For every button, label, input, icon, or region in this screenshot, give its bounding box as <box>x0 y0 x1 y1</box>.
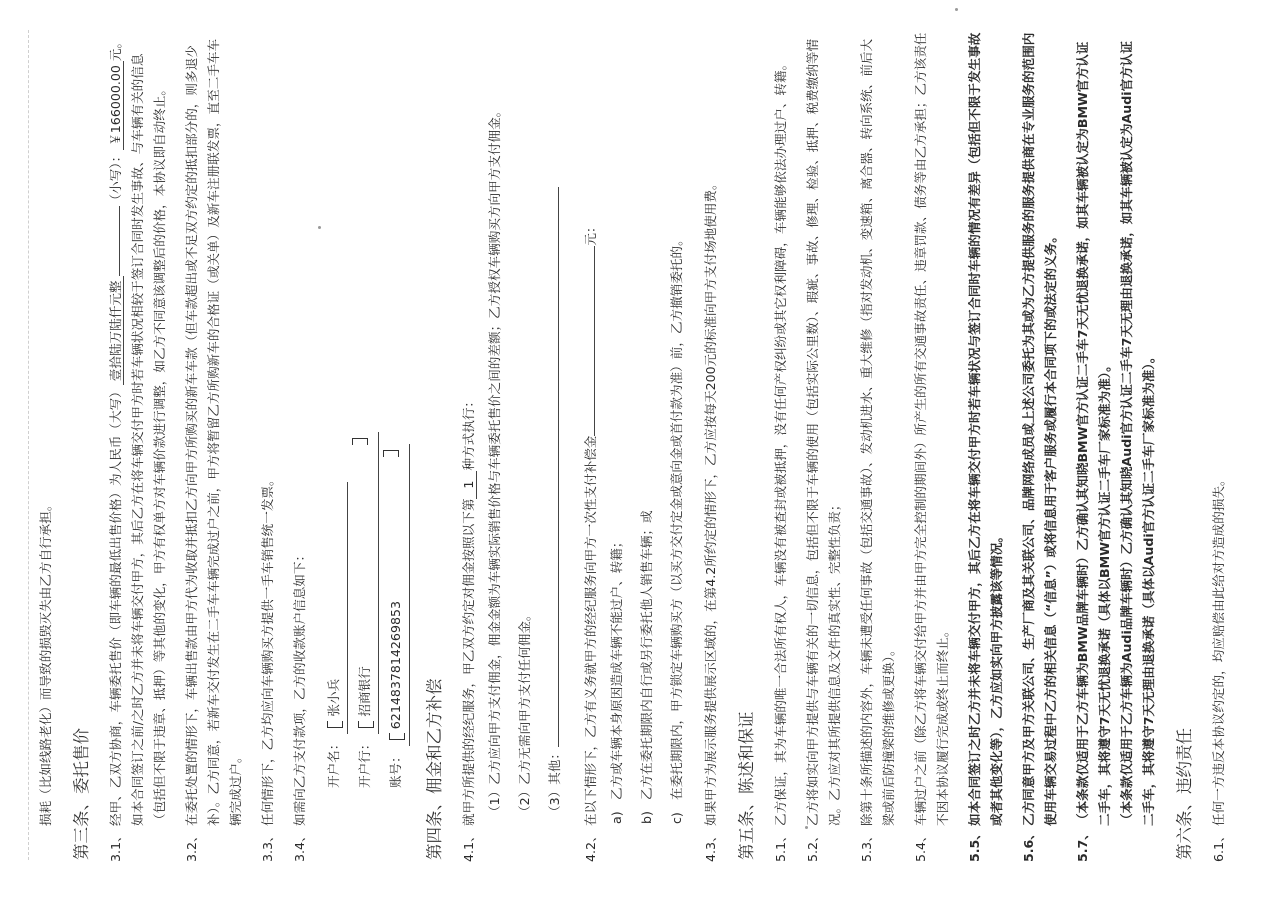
bracket-icon <box>358 721 374 728</box>
blank-line <box>107 206 120 276</box>
clause-4-2 <box>580 30 602 860</box>
clause-number: 5.1、 <box>773 829 788 862</box>
clause-number: 5.4、 <box>913 829 928 862</box>
clause-text-audi: （本条款仅适用于乙方车辆为Audi品牌车辆时）乙方确认其知晓Audi官方认证二手车7天无理由退换承诺，如其车辆被认定为Audi官方认证二手车，其将遵守7天无理由退换承诺（具体以Audi官方认证二手车厂家标准为准）。 <box>1119 41 1156 826</box>
clause-text: （小写）： <box>108 149 123 207</box>
scan-speck <box>955 8 958 11</box>
clause-text: 种方式执行： <box>461 394 476 471</box>
clause-number: 5.2、 <box>805 829 820 862</box>
clause-5-4 <box>910 30 954 860</box>
option-3: （3）其他： <box>544 30 566 860</box>
clause-text: 车辆过户之前（除乙方将车辆交付给甲方并由甲方完全控制的期间外）所产生的所有交通事故责任、违章罚款、债务等由乙方承担；乙方该责任不因本协议履行完成或终止而终止。 <box>913 32 950 826</box>
clause-text: 如果甲方为展示服务提供展示区域的，在第4.2所约定的情形下，乙方应按每天200元的标准向甲方支付场地使用费。 <box>703 177 718 826</box>
bank-value: 招商银行 <box>357 666 372 717</box>
bank-row <box>352 30 379 860</box>
clause-number: 6.1、 <box>1211 829 1226 862</box>
blank-line <box>580 246 595 436</box>
amount-in-words: 壹拾陆万陆仟元整 <box>108 276 124 385</box>
section4-title: 第四条、佣金和乙方补偿 <box>425 678 444 860</box>
clause-5-6 <box>1018 30 1062 860</box>
clause-text: 在委托处置的情形下，车辆出售款由甲方代为收取并抵扣乙方向甲方所购买的新车车款（但车款超出或不足双方约定的抵扣部分的，则多退少补）。乙方同意，若新车交付发生在二手车车辆完成过户之前，甲方将暂留乙方所购新车的合格证（或关单）及新车注册联发票，直至二手车车辆完成过户。 <box>184 38 243 826</box>
bank-label: 开户行： <box>357 737 372 788</box>
option-number: 1 <box>461 471 477 499</box>
bracket-icon <box>327 721 343 728</box>
clause-number: 5.6、 <box>1021 827 1036 862</box>
clause-3-3 <box>257 30 279 860</box>
clause-3-4 <box>289 30 311 860</box>
clause-number: 4.2、 <box>583 829 598 862</box>
option-2: （2）乙方无需向甲方支付任何佣金。 <box>517 608 532 818</box>
clause-text: 在以下情形下，乙方有义务就甲方的经纪服务向甲方一次性支付补偿金 <box>583 435 598 826</box>
clause-number: 5.5、 <box>967 827 982 862</box>
clause-text: 乙方将如实向甲方提供与车辆有关的一切信息，包括但不限于车辆的使用（包括实际公里数）、瑕疵、事故、修理、检验、抵押、税费缴纳等情况。乙方应对其所提供信息及文件的真实性、完整性负责； <box>805 38 842 826</box>
clause-6-1 <box>1208 30 1230 860</box>
clause-text: 就甲方所提供的经纪服务，甲乙双方约定对佣金按照以下第 <box>461 498 476 826</box>
condition-a: a) 乙方或车辆本身原因造成车辆不能过户、转籍； <box>609 535 624 824</box>
bracket-icon <box>389 733 405 740</box>
clause-text: 除第十条所描述的内容外，车辆未遭受任何事故（包括交通事故）、发动机进水、重大维修（指对发动机、变速箱、离合器、转向系统、前后大梁或前后防撞梁的维修或更换）。 <box>859 38 896 826</box>
section6-title: 第六条、违约责任 <box>1175 728 1194 860</box>
account-holder-row <box>321 30 348 860</box>
bracket-icon <box>352 438 368 445</box>
scan-speck <box>318 226 321 229</box>
amount-in-figures: ￥166000.00 <box>108 61 124 150</box>
clause-text: 如需向乙方支付款项，乙方的收款账户信息如下： <box>292 548 307 826</box>
option-1: （1）乙方应向甲方支付佣金，佣金金额为车辆实际销售价格与车辆委托售价之间的差额；乙方授权车辆购买方向甲方支付佣金。 <box>487 104 502 818</box>
clause-5-5 <box>964 30 1008 860</box>
clause-text: 任何一方违反本协议约定的，均应赔偿由此给对方造成的损失。 <box>1211 473 1226 826</box>
clause-number: 3.3、 <box>260 829 275 862</box>
blank-line <box>544 187 559 747</box>
scan-edge-line <box>28 30 29 860</box>
clause-number: 4.1、 <box>461 829 476 862</box>
clause-number: 3.2、 <box>184 829 199 862</box>
clause-4-1 <box>458 30 480 860</box>
bracket-icon <box>383 450 399 457</box>
section3-title: 第三条、委托售价 <box>72 728 91 860</box>
clause-number: 5.7、 <box>1075 827 1090 862</box>
condition-c: c) 在委托期限内，甲方锁定车辆购买方（以买方交付定金或意向金或首付款为准）前，乙方撤销委托的。 <box>669 233 684 824</box>
clause-number: 3.4、 <box>292 829 307 862</box>
lead-line: 损耗（比如线路老化）而导致的损毁灭失由乙方自行承担。 <box>38 498 53 826</box>
clause-3-2 <box>181 30 247 860</box>
clause-text: 乙方保证，其为车辆的唯一合法所有权人，车辆没有被查封或被抵押，没有任何产权纠纷或其它权利障碍，车辆能够依法办理过户、转籍。 <box>773 57 788 826</box>
clause-text-bmw: （本条款仅适用于乙方车辆为BMW品牌车辆时）乙方确认其知晓BMW官方认证二手车7天无忧退换承诺，如其车辆被认定为BMW官方认证二手车，其将遵守7天无忧退换承诺（具体以BMW官方认证二手车厂家标准为准）。 <box>1075 41 1112 826</box>
clause-text: 如本合同签订之时乙方并未将车辆交付甲方，其后乙方在将车辆交付甲方时若车辆状况与签订合同时车辆的情况有差异（包括但不限于发生事故或者其他变化等），乙方应如实向甲方披露该等情况。 <box>967 32 1004 826</box>
clause-5-1 <box>770 30 792 860</box>
clause-number: 5.3、 <box>859 829 874 862</box>
clause-5-2 <box>802 30 846 860</box>
clause-number: 4.3、 <box>703 829 718 862</box>
clause-4-3 <box>700 30 722 860</box>
clause-text: 元： <box>583 220 598 246</box>
scan-speck <box>805 826 808 829</box>
clause-text: 元。如本合同签订之前/之时乙方并未将车辆交付甲方，其后乙方在将车辆交付甲方时若车辆状况相较于签订合同时发生事故、与车辆有关的信息（包括但不限于违章、抵押）等其他的变化，甲方有权单方对车辆价款进行调整，如乙方不同意该调整后的价格，本协议即自动终止。 <box>108 35 167 826</box>
account-number-value: 6214837814269853 <box>388 601 403 730</box>
account-holder-value: 张小兵 <box>326 678 341 717</box>
clause-text: 乙方同意甲方及甲方关联公司、生产厂商及其关联公司、品牌网络成员或上述公司委托为其或为乙方提供服务的服务提供商在专业服务的范围内使用车辆交易过程中乙方的相关信息（“信息”）或将信息用于客户服务或履行本合同项下的或法定的义务。 <box>1021 32 1058 826</box>
clause-5-3 <box>856 30 900 860</box>
account-number-row <box>383 30 410 860</box>
clause-3-1 <box>105 30 171 860</box>
clause-text: 经甲、乙双方协商，车辆委托售价（即车辆的最低出售价格）为人民币（大写） <box>108 385 123 826</box>
account-holder-label: 开户名： <box>326 737 341 788</box>
account-number-label: 账号： <box>388 750 403 788</box>
clause-number: 3.1、 <box>108 829 123 862</box>
clause-5-7 <box>1072 30 1160 860</box>
section5-title: 第五条、陈述和保证 <box>737 711 756 860</box>
clause-text: 任何情形下，乙方均应向车辆购买方提供一手车销售统一发票。 <box>260 473 275 826</box>
condition-b: b) 乙方在委托期限内自行或另行委托他人销售车辆；或 <box>639 510 654 824</box>
